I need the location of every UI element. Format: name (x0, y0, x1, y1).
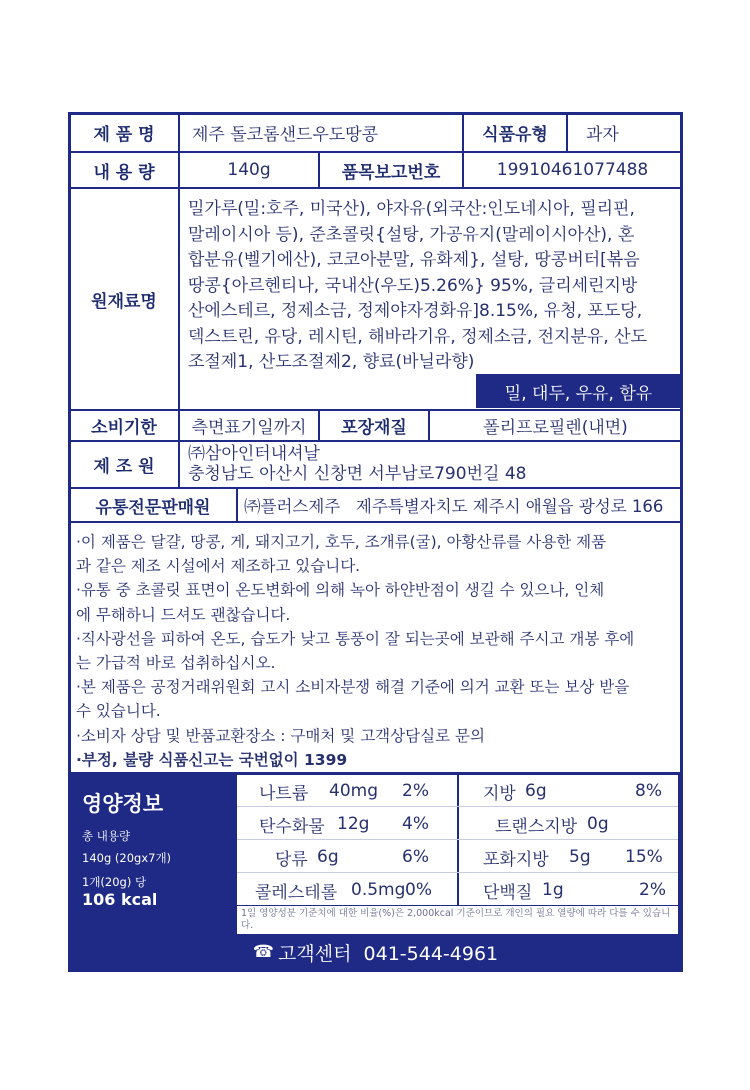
nutrient-sodium-pct: 2% (402, 781, 429, 801)
nutrition-footnote: 1일 영양성분 기준치에 대한 비율(%)은 2,000kcal 기준이므로 개인의 필요 열량에 따라 다를 수 있습니다. (237, 906, 678, 934)
nutrient-satfat-amount: 5g (569, 847, 591, 867)
nutrient-fat-amount: 6g (525, 781, 547, 801)
customer-center-text: 고객센터 041-544-4961 (278, 942, 499, 965)
food-type-label: 식품유형 (482, 125, 548, 145)
weight-label: 내 용 량 (93, 162, 155, 183)
product-name-label: 제 품 명 (93, 125, 155, 145)
food-type-value: 과자 (586, 125, 619, 145)
ingredients-line: 밀가루(밀:호주, 미국산), 야자유(외국산:인도네시아, 필리핀, (188, 199, 635, 219)
manufacturer-name: ㈜삼아인터내셔날 (188, 444, 320, 464)
weight-value: 140g (227, 160, 271, 180)
report-number-label: 품목보고번호 (341, 162, 441, 183)
nutrient-protein-amount: 1g (542, 880, 564, 900)
ingredients-line: 조절제1, 산도조절제2, 향료(바닐라향) (188, 352, 475, 372)
note-line: 에 무해하니 드셔도 괜찮습니다. (76, 605, 291, 624)
note-line: ·이 제품은 달걀, 땅콩, 게, 돼지고기, 호두, 조개류(굴), 아황산류를 사용한 제품 (76, 533, 607, 551)
ingredients-label: 원재료명 (91, 291, 157, 312)
ingredients-line: 산에스테르, 정제소금, 정제야자경화유]8.15%, 유청, 포도당, (188, 301, 643, 321)
expiry-label: 소비기한 (91, 418, 157, 438)
distributor-value: ㈜플러스제주 제주특별자치도 제주시 애월읍 광성로 166 (244, 497, 664, 516)
total-weight-value: 140g (20gx7개) (82, 851, 172, 865)
product-name-value: 제주 돌코롬샌드우도땅콩 (192, 125, 379, 145)
nutrient-cholesterol-pct: 0% (405, 880, 432, 900)
report-hotline-note: ·부정, 불량 식품신고는 국번없이 1399 (76, 750, 348, 769)
nutrient-carb-amount: 12g (337, 814, 370, 834)
nutrient-satfat-pct: 15% (625, 847, 663, 867)
nutrient-sugar-amount: 6g (317, 847, 339, 867)
nutrient-protein-pct: 2% (639, 880, 666, 900)
calories-value: 106 kcal (82, 890, 158, 909)
note-line: ·유통 중 초콜릿 표면이 온도변화에 의해 녹아 하얀반점이 생길 수 있으나, 인체 (76, 581, 605, 600)
nutrition-title: 영양정보 (82, 792, 164, 816)
nutrient-fat-pct: 8% (635, 781, 662, 801)
nutrient-cholesterol-name: 콜레스테롤 (255, 882, 338, 903)
nutrient-carb-name: 탄수화물 (259, 816, 325, 837)
nutrient-sugar-name: 당류 (275, 849, 308, 870)
nutrient-sodium-name: 나트륨 (259, 783, 309, 804)
packaging-label: 포장재질 (341, 418, 407, 438)
distributor-label: 유통전문판매원 (95, 497, 211, 518)
manufacturer-label: 제 조 원 (93, 457, 155, 477)
serving-label: 1개(20g) 당 (82, 875, 147, 889)
nutrient-sodium-amount: 40mg (329, 781, 378, 801)
note-line: ·소비자 상담 및 반품교환장소 : 구매처 및 고객상담실로 문의 (76, 726, 485, 745)
total-weight-label: 총 내용량 (82, 829, 131, 843)
caution-notes (76, 530, 676, 772)
manufacturer-info (188, 444, 678, 484)
nutrient-cholesterol-amount: 0.5mg (351, 880, 406, 900)
nutrient-transfat-name: 트랜스지방 (495, 816, 578, 837)
nutrition-summary (70, 772, 235, 932)
ingredients-line: 합분유(벨기에산), 코코아분말, 유화제}, 설탕, 땅콩버터[볶음 (188, 250, 640, 270)
ingredients-line: 말레이시아 등), 준초콜릿{설탕, 가공유지(말레이시아산), 혼 (188, 224, 635, 245)
ingredients-text (188, 197, 678, 376)
nutrient-carb-pct: 4% (402, 814, 429, 834)
note-line: 는 가급적 바로 섭취하십시오. (76, 654, 276, 673)
note-line: ·직사광선을 피하여 온도, 습도가 낮고 통풍이 잘 되는곳에 보관해 주시고 개봉 후에 (76, 629, 635, 648)
ingredients-line: 땅콩{아르헨티나, 국내산(우도)5.26%} 95%, 글리세린지방 (188, 275, 638, 296)
packaging-value: 폴리프로필렌(내면) (483, 418, 628, 438)
nutrient-fat-name: 지방 (483, 783, 516, 804)
manufacturer-address: 충청남도 아산시 신창면 서부남로790번길 48 (188, 464, 527, 484)
expiry-value: 측면표기일까지 (191, 418, 307, 438)
phone-icon: ☎ (252, 942, 275, 962)
nutrition-panel (70, 772, 681, 970)
nutrition-table (237, 775, 678, 905)
note-line: 과 같은 제조 시설에서 제조하고 있습니다. (76, 557, 361, 576)
nutrient-transfat-amount: 0g (587, 814, 609, 834)
nutrient-sugar-pct: 6% (402, 847, 429, 867)
ingredients-line: 덱스트린, 유당, 레시틴, 해바라기유, 정제소금, 전지분유, 산도 (188, 326, 647, 347)
customer-center (70, 934, 681, 970)
report-number-value: 19910461077488 (496, 160, 649, 180)
allergen-badge: 밀, 대두, 우유, 함유 (476, 374, 681, 408)
nutrient-satfat-name: 포화지방 (483, 849, 549, 870)
note-line: ·본 제품은 공정거래위원회 고시 소비자분쟁 해결 기준에 의거 교환 또는 보상 받을 (76, 678, 630, 697)
note-line: 수 있습니다. (76, 702, 161, 721)
nutrient-protein-name: 단백질 (483, 882, 533, 903)
